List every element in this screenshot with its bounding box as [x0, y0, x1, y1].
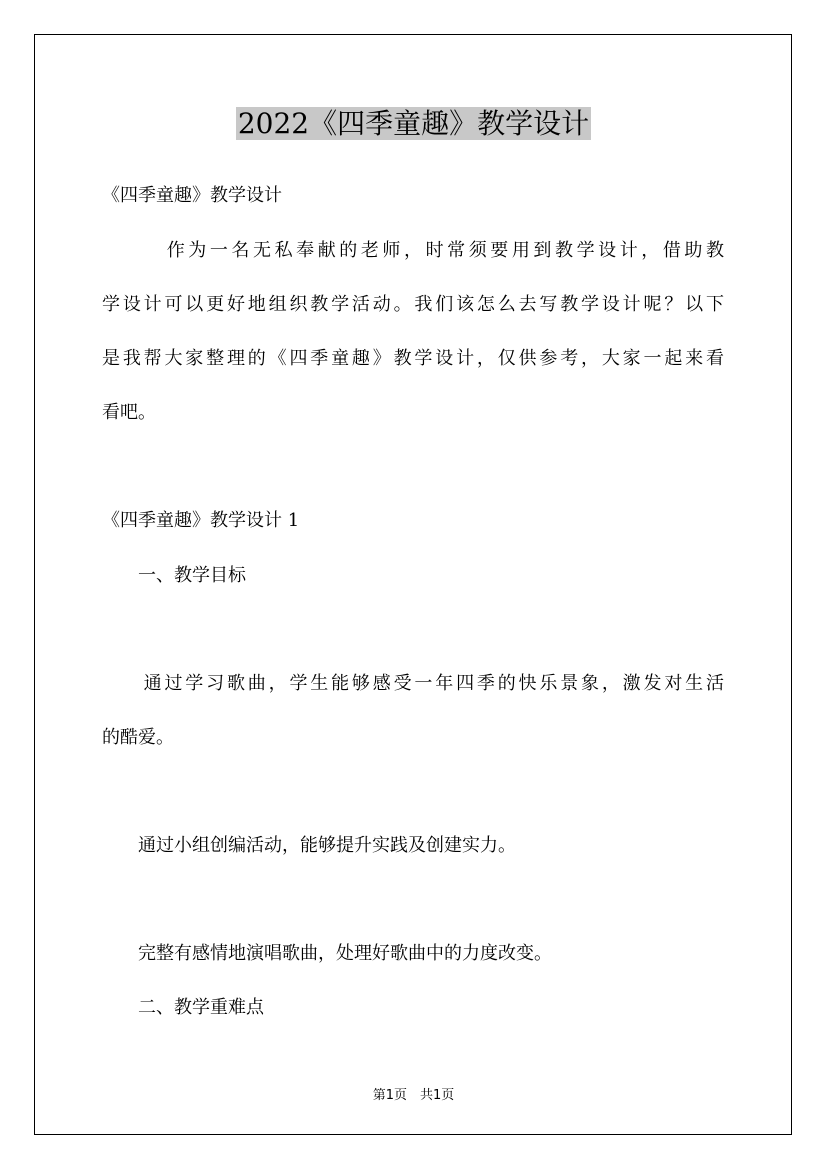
intro-line-4: 看吧。	[102, 402, 156, 423]
goal3-line: 完整有感情地演唱歌曲，处理好歌曲中的力度改变。	[102, 943, 552, 964]
section-title: 《四季童趣》教学设计 1	[102, 510, 300, 531]
goal2-line: 通过小组创编活动，能够提升实践及创建实力。	[102, 835, 516, 856]
heading-teaching-goals: 一、教学目标	[102, 565, 246, 586]
subtitle: 《四季童趣》教学设计	[102, 185, 282, 206]
page-footer: 第1页 共1页	[372, 1088, 455, 1103]
intro-line-2: 学设计可以更好地组织教学活动。我们该怎么去写教学设计呢？以下	[102, 294, 724, 315]
goal1-line-1: 通过学习歌曲，学生能够感受一年四季的快乐景象，激发对生活	[102, 673, 724, 694]
intro-line-1: 作为一名无私奉献的老师，时常须要用到教学设计，借助教	[102, 240, 724, 261]
heading-key-difficulties: 二、教学重难点	[102, 997, 264, 1018]
document-title: 2022《四季童趣》教学设计	[237, 107, 590, 140]
goal1-line-2: 的酷爱。	[102, 727, 174, 748]
intro-line-3: 是我帮大家整理的《四季童趣》教学设计，仅供参考，大家一起来看	[102, 348, 724, 369]
